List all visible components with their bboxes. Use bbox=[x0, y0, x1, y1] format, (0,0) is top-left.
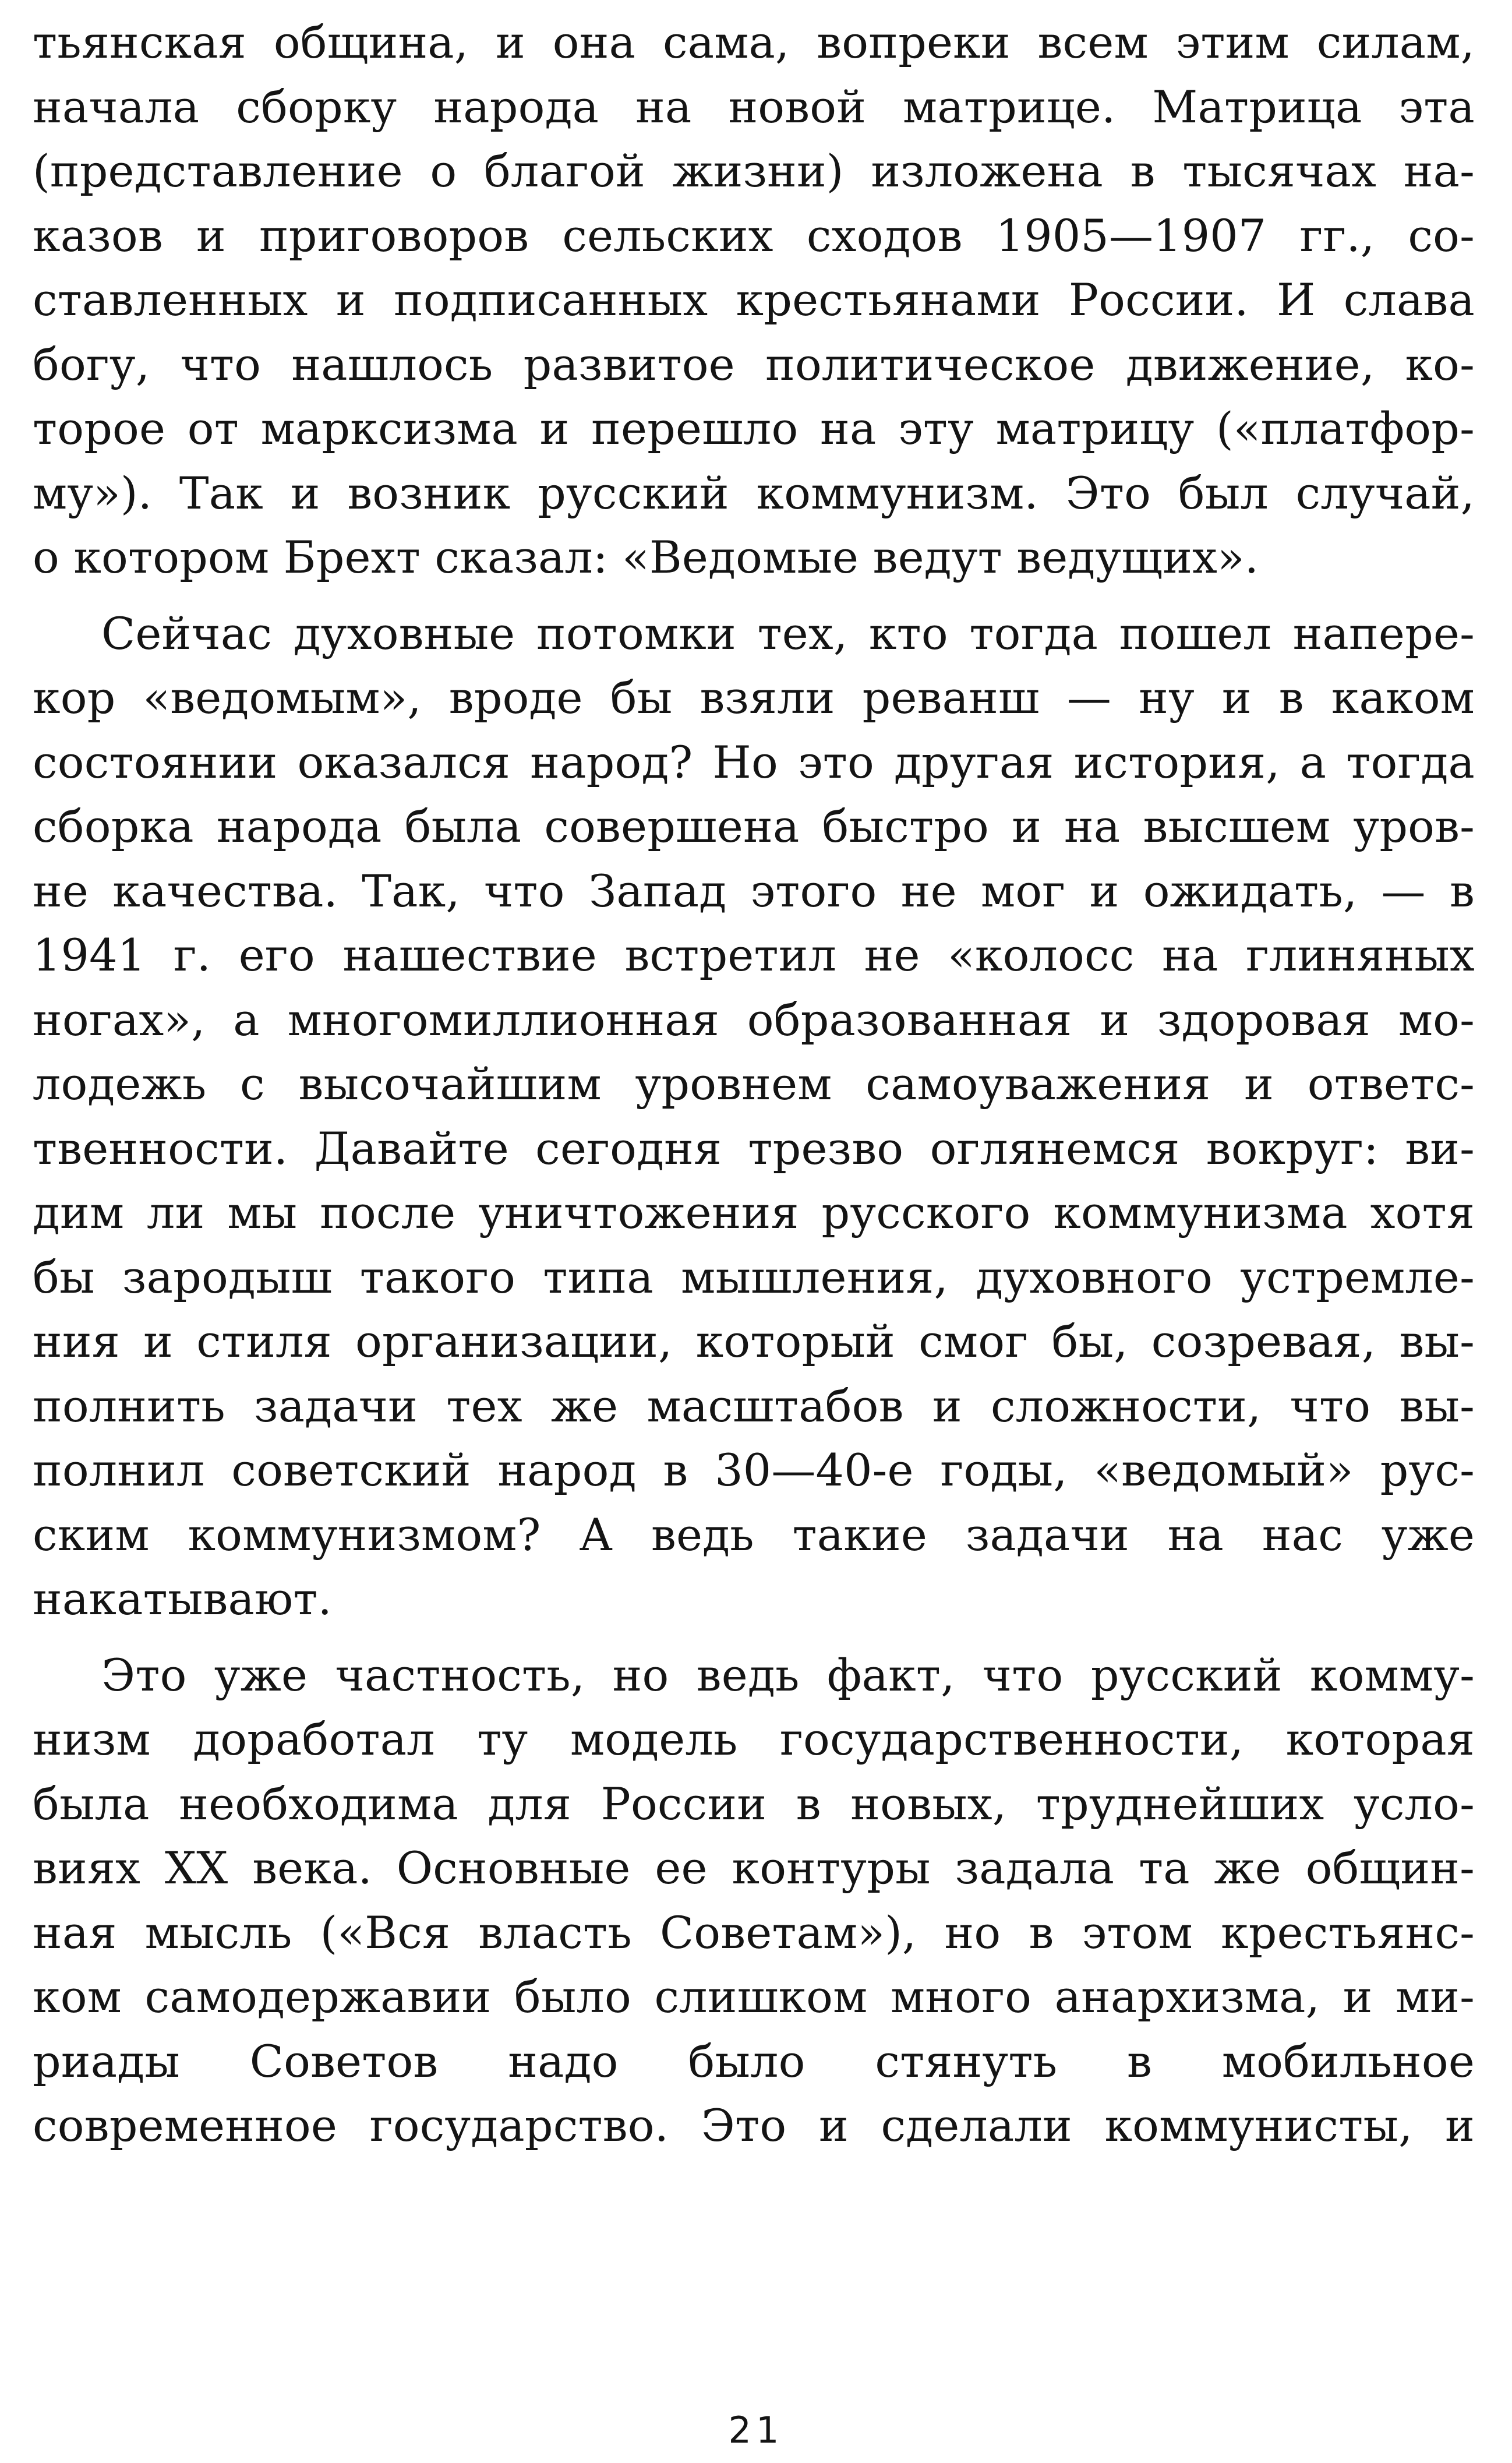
text-line: тьянская община, и она сама, вопреки всем этим силам, bbox=[33, 16, 1475, 68]
text-line: полнил советский народ в 30—40-е годы, «ведомый» рус- bbox=[33, 1444, 1475, 1496]
paragraph-3 bbox=[33, 1643, 1475, 2158]
text-line: накатывают. bbox=[33, 1573, 332, 1625]
text-line: начала сборку народа на новой матрице. Матрица эта bbox=[33, 80, 1475, 133]
text-line: сборка народа была совершена быстро и на высшем уров- bbox=[33, 800, 1475, 852]
text-line: твенности. Давайте сегодня трезво оглянемся вокруг: ви- bbox=[33, 1122, 1475, 1174]
text-line: виях XX века. Основные ее контуры задала та же общин- bbox=[33, 1842, 1475, 1894]
text-line: ногах», а многомиллионная образованная и здоровая мо- bbox=[33, 993, 1475, 1046]
text-line: Сейчас духовные потомки тех, кто тогда пошел напере- bbox=[101, 607, 1475, 659]
text-line: риады Советов надо было стянуть в мобильное bbox=[33, 2035, 1475, 2087]
text-line: была необходима для России в новых, труднейших усло- bbox=[33, 1777, 1475, 1830]
text-line: богу, что нашлось развитое политическое движение, ко- bbox=[33, 338, 1475, 390]
text-line: современное государство. Это и сделали коммунисты, и bbox=[33, 2099, 1475, 2151]
paragraph-1 bbox=[33, 10, 1475, 590]
text-line: ния и стиля организации, который смог бы, созревая, вы- bbox=[33, 1315, 1475, 1367]
text-line: (представление о благой жизни) изложена в тысячах на- bbox=[33, 145, 1475, 197]
text-line: ком самодержавии было слишком много анархизма, и ми- bbox=[33, 1971, 1475, 2023]
text-line: му»). Так и возник русский коммунизм. Это был случай, bbox=[33, 467, 1475, 519]
text-line: состоянии оказался народ? Но это другая история, а тогда bbox=[33, 736, 1475, 788]
text-line: Это уже частность, но ведь факт, что русский комму- bbox=[101, 1649, 1475, 1701]
text-line: 1941 г. его нашествие встретил не «колосс на глиняных bbox=[33, 929, 1475, 981]
text-line: дим ли мы после уничтожения русского коммунизма хотя bbox=[33, 1187, 1475, 1238]
text-line: кор «ведомым», вроде бы взяли реванш — ну и в каком bbox=[33, 672, 1475, 724]
text-line: не качества. Так, что Запад этого не мог и ожидать, — в bbox=[33, 864, 1475, 917]
text-line: полнить задачи тех же масштабов и сложности, что вы- bbox=[33, 1379, 1475, 1432]
paragraph-2 bbox=[33, 602, 1475, 1632]
text-line: ная мысль («Вся власть Советам»), но в этом крестьянс- bbox=[33, 1906, 1475, 1959]
text-line: ским коммунизмом? А ведь такие задачи на нас уже bbox=[33, 1508, 1475, 1561]
page-number: 21 bbox=[728, 2409, 784, 2451]
text-line: бы зародыш такого типа мышления, духовного устремле- bbox=[33, 1251, 1475, 1303]
text-line: торое от марксизма и перешло на эту матрицу («платфор- bbox=[33, 403, 1475, 454]
text-line: о котором Брехт сказал: «Ведомые ведут ведущих». bbox=[33, 531, 1259, 583]
page-body bbox=[33, 10, 1475, 2158]
text-line: ставленных и подписанных крестьянами России. И слава bbox=[33, 274, 1475, 326]
text-line: казов и приговоров сельских сходов 1905—1907 гг., со- bbox=[33, 209, 1475, 262]
text-line: лодежь с высочайшим уровнем самоуважения и ответс- bbox=[33, 1058, 1475, 1110]
text-line: низм доработал ту модель государственности, которая bbox=[33, 1713, 1475, 1765]
